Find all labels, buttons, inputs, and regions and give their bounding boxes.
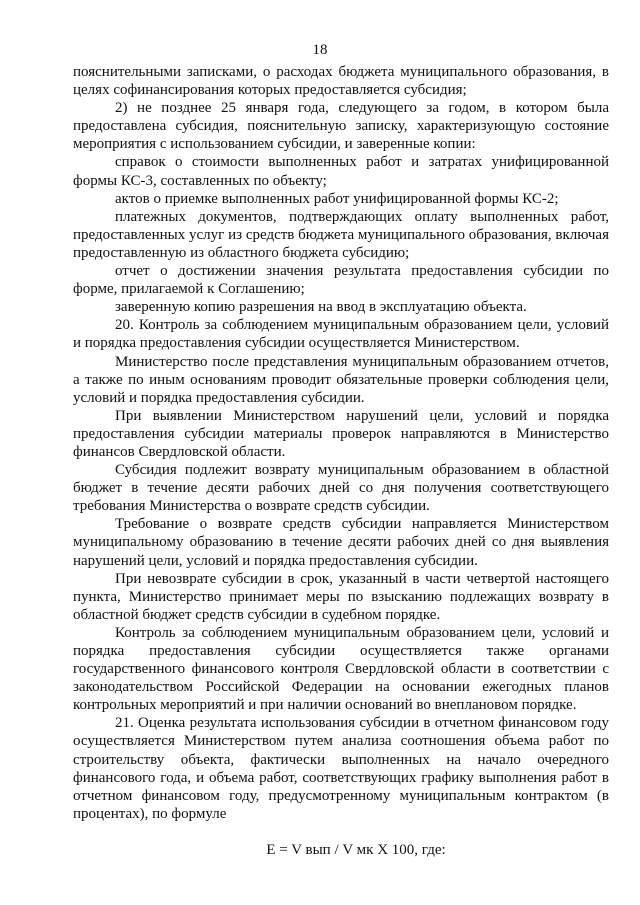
formula: E = V вып / V мк X 100, где:	[266, 841, 446, 858]
paragraph-inspections: Министерство после представления муниципальным образованием отчетов, а также по иным основаниям проводит обязательные проверки соблюдения цели, условий и порядка предоставления субсидии.	[73, 353, 609, 406]
document-body	[73, 63, 609, 859]
paragraph-result-report: отчет о достижении значения результата предоставления субсидии по форме, прилагаемой к Соглашению;	[73, 263, 609, 298]
paragraph-refund-demand: Требование о возврате средств субсидии направляется Министерством муниципальному образованию в течение десяти рабочих дней со дня выявления нарушений цели, условий и порядка предоставления субсидии.	[73, 516, 609, 569]
paragraph-state-control: Контроль за соблюдением муниципальным образованием цели, условий и порядка предоставления субсидии осуществляется также органами государственного финансового контроля Свердловской области в соответствии с законодательством Российской Федерации на основании ежегодных планов контрольных мероприятий и при наличии оснований во внеплановом порядке.	[73, 624, 609, 714]
paragraph-item-20: 20. Контроль за соблюдением муниципальным образованием цели, условий и порядка предоставления субсидии осуществляется Министерством.	[73, 317, 609, 352]
paragraph-item-2: 2) не позднее 25 января года, следующего за годом, в котором была предоставлена субсидия, пояснительную записку, характеризующую состояние мероприятия с использованием субсидии, и заверенные копии:	[73, 100, 609, 153]
paragraph-refund: Субсидия подлежит возврату муниципальным образованием в областной бюджет в течение десяти рабочих дней со дня получения соответствующего требования Министерства о возврате средств субсидии.	[73, 462, 609, 515]
paragraph-continuation: пояснительными записками, о расходах бюджета муниципального образования, в целях софинансирования которых предоставляется субсидия;	[73, 64, 609, 99]
page-number: 18	[312, 42, 328, 58]
paragraph-non-refund: При невозврате субсидии в срок, указанный в части четвертой настоящего пункта, Министерство принимает меры по взысканию подлежащих возврату в областной бюджет средств субсидии в судебном порядке.	[73, 570, 609, 623]
paragraph-payment-docs: платежных документов, подтверждающих оплату выполненных работ, предоставленных услуг из средств бюджета муниципального образования, включая предоставленную из областного бюджета субсидию;	[73, 208, 609, 261]
paragraph-ks3: справок о стоимости выполненных работ и затратах унифицированной формы КС-3, составленных по объекту;	[73, 154, 609, 189]
paragraph-permit-copy: заверенную копию разрешения на ввод в эксплуатацию объекта.	[115, 299, 527, 316]
paragraph-ks2: актов о приемке выполненных работ унифицированной формы КС-2;	[115, 190, 559, 207]
paragraph-item-21: 21. Оценка результата использования субсидии в отчетном финансовом году осуществляется Министерством путем анализа соотношения объема работ по строительству объекта, фактически выполненных на начало очередного финансового года, и объема работ, соответствующих графику выполнения работ в отчетном финансовом году, предусмотренному муниципальным контрактом (в процентах), по формуле	[73, 715, 609, 822]
paragraph-violations: При выявлении Министерством нарушений цели, условий и порядка предоставления субсидии материалы проверок направляются в Министерство финансов Свердловской области.	[73, 407, 609, 460]
